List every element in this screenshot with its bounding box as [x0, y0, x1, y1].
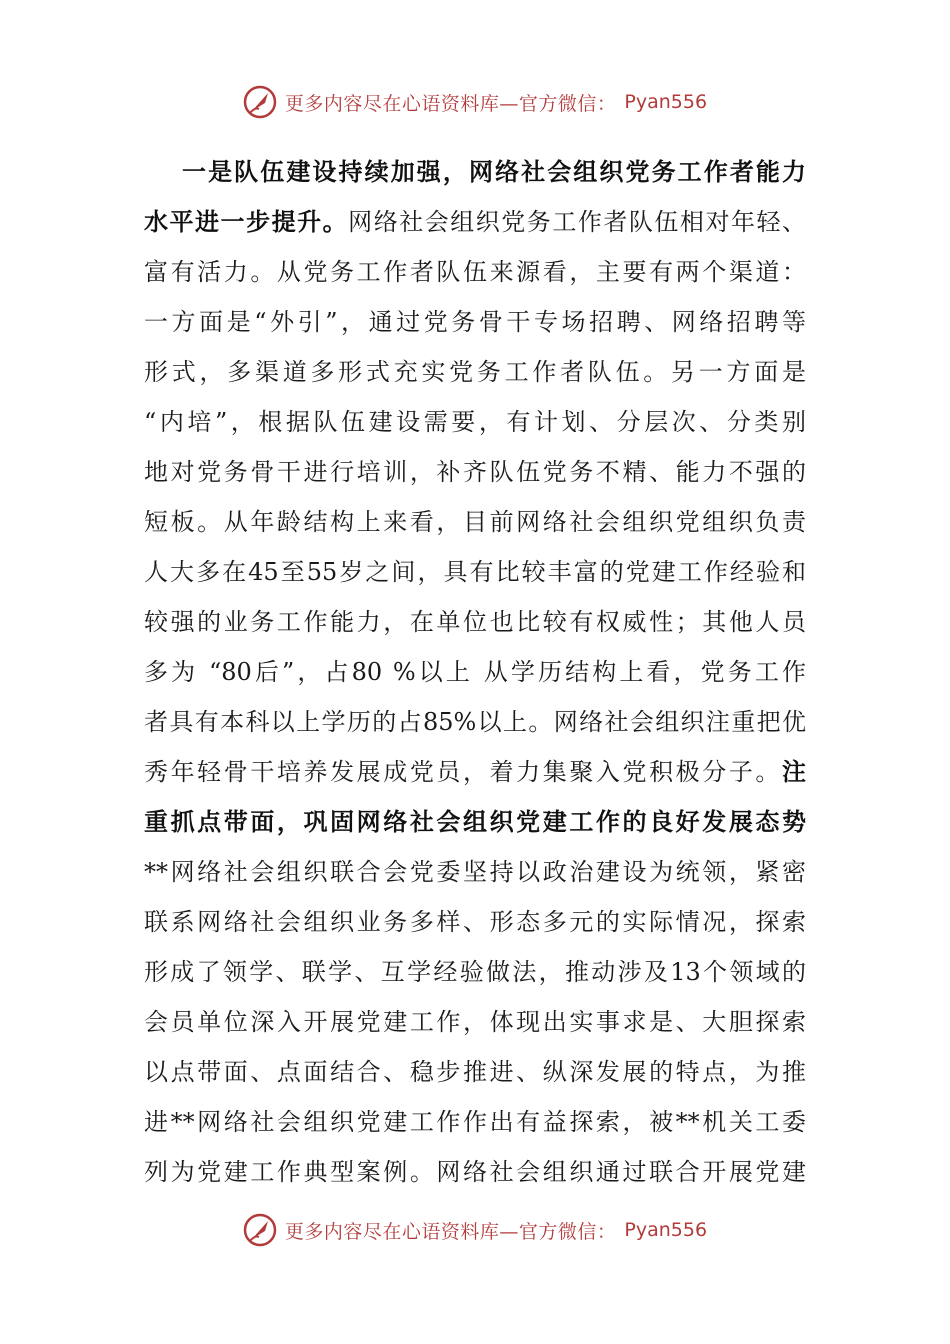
text-segment: 注 — [782, 758, 806, 786]
text-line — [144, 1147, 806, 1197]
text-line — [144, 1047, 806, 1097]
text-segment: 地对党务骨干进行培训，补齐队伍党务不精、能力不强的 — [144, 458, 806, 486]
text-line — [144, 497, 806, 547]
banner-wechat-id: Pyan556 — [624, 1219, 708, 1241]
text-line — [144, 997, 806, 1047]
text-line — [144, 447, 806, 497]
quill-logo-icon — [243, 85, 277, 119]
text-segment: 秀年轻骨干培养发展成党员，着力集聚入党积极分子。 — [144, 758, 782, 786]
banner-text: 更多内容尽在心语资料库—官方微信： — [284, 1220, 617, 1243]
text-line — [144, 597, 806, 647]
text-segment: 以点带面、点面结合、稳步推进、纵深发展的特点，为推 — [144, 1058, 806, 1086]
text-segment: 重抓点带面，巩固网络社会组织党建工作的良好发展态势 — [144, 808, 806, 836]
text-segment: 水平进一步提升。 — [144, 208, 349, 236]
document-body — [144, 147, 806, 1197]
text-segment: “内培”，根据队伍建设需要，有计划、分层次、分类别 — [144, 408, 806, 436]
text-segment: 多为 “80后”，占80 %以上 从学历结构上看，党务工作 — [144, 658, 806, 686]
text-segment: 者具有本科以上学历的占85%以上。网络社会组织注重把优 — [144, 708, 806, 736]
text-segment: 列为党建工作典型案例。网络社会组织通过联合开展党建 — [144, 1158, 806, 1186]
text-segment: 联系网络社会组织业务多样、形态多元的实际情况，探索 — [144, 908, 806, 936]
text-line — [144, 747, 806, 797]
text-segment: 一是队伍建设持续加强，网络社会组织党务工作者能力 — [182, 158, 806, 186]
text-segment: 较强的业务工作能力，在单位也比较有权威性；其他人员 — [144, 608, 806, 636]
text-line — [144, 847, 806, 897]
text-segment: 网络社会组织党务工作者队伍相对年轻、 — [348, 208, 806, 236]
text-segment: 会员单位深入开展党建工作，体现出实事求是、大胆探索 — [144, 1008, 806, 1036]
text-line — [144, 697, 806, 747]
quill-logo-icon — [243, 1213, 277, 1247]
text-line — [144, 897, 806, 947]
text-line — [144, 1097, 806, 1147]
text-line — [144, 797, 806, 847]
text-line — [144, 197, 806, 247]
text-segment: 富有活力。从党务工作者队伍来源看，主要有两个渠道： — [144, 258, 806, 286]
text-segment: 形式，多渠道多形式充实党务工作者队伍。另一方面是 — [144, 358, 806, 386]
text-segment: **网络社会组织联合会党委坚持以政治建设为统领，紧密 — [144, 858, 806, 886]
text-segment: 人大多在45至55岁之间，具有比较丰富的党建工作经验和 — [144, 558, 806, 586]
text-line — [144, 247, 806, 297]
text-segment: 进**网络社会组织党建工作作出有益探索，被**机关工委 — [144, 1108, 806, 1136]
text-line — [144, 547, 806, 597]
text-line — [144, 347, 806, 397]
text-line — [144, 397, 806, 447]
header-banner — [0, 82, 950, 122]
footer-banner — [0, 1210, 950, 1250]
text-segment: 一方面是“外引”，通过党务骨干专场招聘、网络招聘等 — [144, 308, 806, 336]
text-line — [144, 147, 806, 197]
text-segment: 形成了领学、联学、互学经验做法，推动涉及13个领域的 — [144, 958, 806, 986]
banner-wechat-id: Pyan556 — [624, 91, 708, 113]
text-line — [144, 947, 806, 997]
banner-text: 更多内容尽在心语资料库—官方微信： — [284, 92, 617, 115]
text-segment: 短板。从年龄结构上来看，目前网络社会组织党组织负责 — [144, 508, 806, 536]
text-line — [144, 297, 806, 347]
text-line — [144, 647, 806, 697]
